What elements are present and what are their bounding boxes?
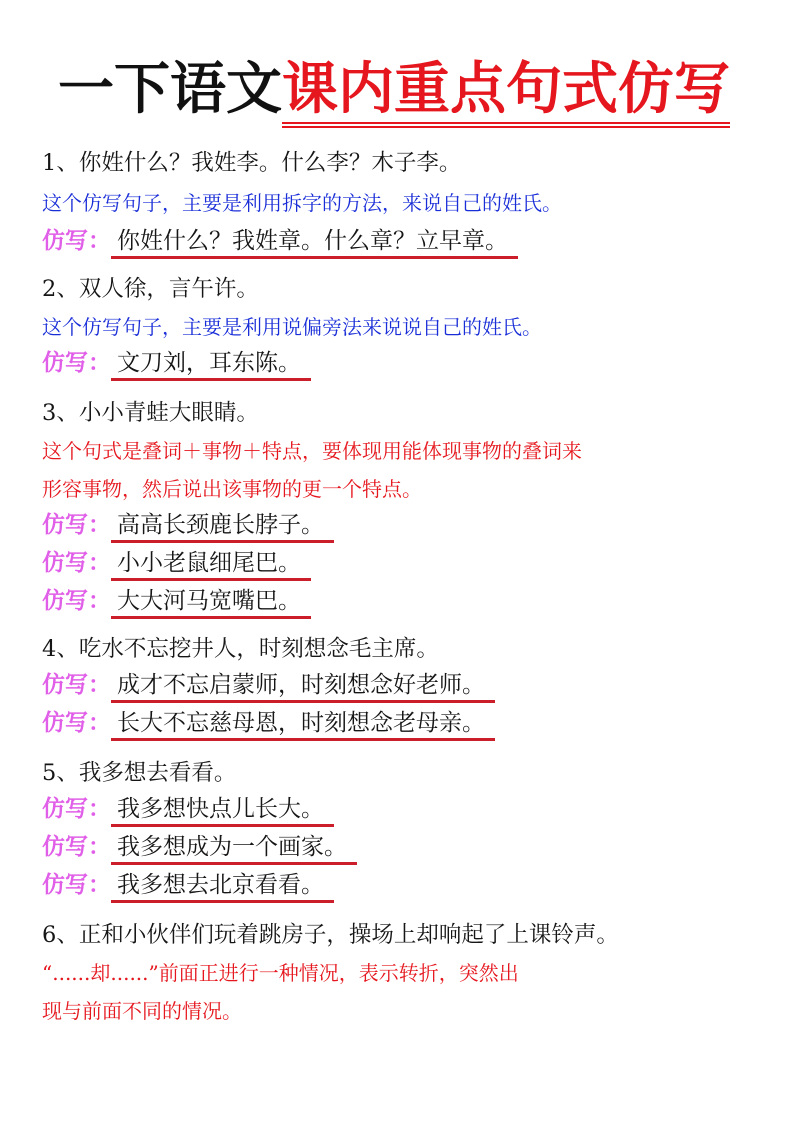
s5-answer-1: [42, 792, 334, 827]
answer-text: 我多想成为一个画家。: [111, 832, 357, 865]
fang-label: 仿写：: [42, 671, 111, 698]
title-black-part: 一下语文: [58, 57, 282, 122]
fang-label: 仿写：: [42, 709, 111, 736]
s3-answer-3: [42, 584, 311, 619]
s1-answer-1: [42, 224, 518, 259]
s3-answer-2: [42, 546, 311, 581]
answer-text: 大大河马宽嘴巴。: [111, 586, 311, 619]
fang-label: 仿写：: [42, 511, 111, 538]
fang-label: 仿写：: [42, 349, 111, 376]
page-title: [0, 54, 788, 126]
s5-question: 5、我多想去看看。: [42, 760, 237, 786]
s2-answer-1: [42, 346, 311, 381]
answer-text: 文刀刘，耳东陈。: [111, 348, 311, 381]
answer-text: 我多想去北京看看。: [111, 870, 334, 903]
answer-text: 你姓什么？我姓章。什么章？立早章。: [111, 226, 518, 259]
s4-question: 4、吃水不忘挖井人，时刻想念毛主席。: [42, 636, 439, 662]
s6-note-line-1: “......却......”前面正进行一种情况，表示转折，突然出: [42, 961, 519, 985]
s3-answer-1: [42, 508, 334, 543]
s1-note: 这个仿写句子，主要是利用拆字的方法，来说自己的姓氏。: [42, 191, 562, 215]
fang-label: 仿写：: [42, 227, 111, 254]
s3-question: 3、小小青蛙大眼睛。: [42, 400, 259, 426]
s5-answer-2: [42, 830, 357, 865]
s4-answer-1: [42, 668, 495, 703]
answer-text: 长大不忘慈母恩，时刻想念老母亲。: [111, 708, 495, 741]
fang-label: 仿写：: [42, 833, 111, 860]
answer-text: 成才不忘启蒙师，时刻想念好老师。: [111, 670, 495, 703]
answer-text: 小小老鼠细尾巴。: [111, 548, 311, 581]
title-red-part: 课内重点句式仿写: [282, 54, 730, 126]
fang-label: 仿写：: [42, 871, 111, 898]
s2-question: 2、双人徐，言午许。: [42, 276, 259, 302]
fang-label: 仿写：: [42, 587, 111, 614]
answer-text: 高高长颈鹿长脖子。: [111, 510, 334, 543]
fang-label: 仿写：: [42, 795, 111, 822]
s5-answer-3: [42, 868, 334, 903]
s1-question: 1、你姓什么？我姓李。什么李？木子李。: [42, 150, 462, 176]
s3-note-line-1: 这个句式是叠词＋事物＋特点，要体现用能体现事物的叠词来: [42, 439, 582, 463]
s2-note: 这个仿写句子，主要是利用说偏旁法来说说自己的姓氏。: [42, 315, 542, 339]
fang-label: 仿写：: [42, 549, 111, 576]
s6-question: 6、正和小伙伴们玩着跳房子，操场上却响起了上课铃声。: [42, 922, 619, 948]
answer-text: 我多想快点儿长大。: [111, 794, 334, 827]
s4-answer-2: [42, 706, 495, 741]
s6-note-line-2: 现与前面不同的情况。: [42, 999, 242, 1023]
s3-note-line-2: 形容事物，然后说出该事物的更一个特点。: [42, 477, 422, 501]
